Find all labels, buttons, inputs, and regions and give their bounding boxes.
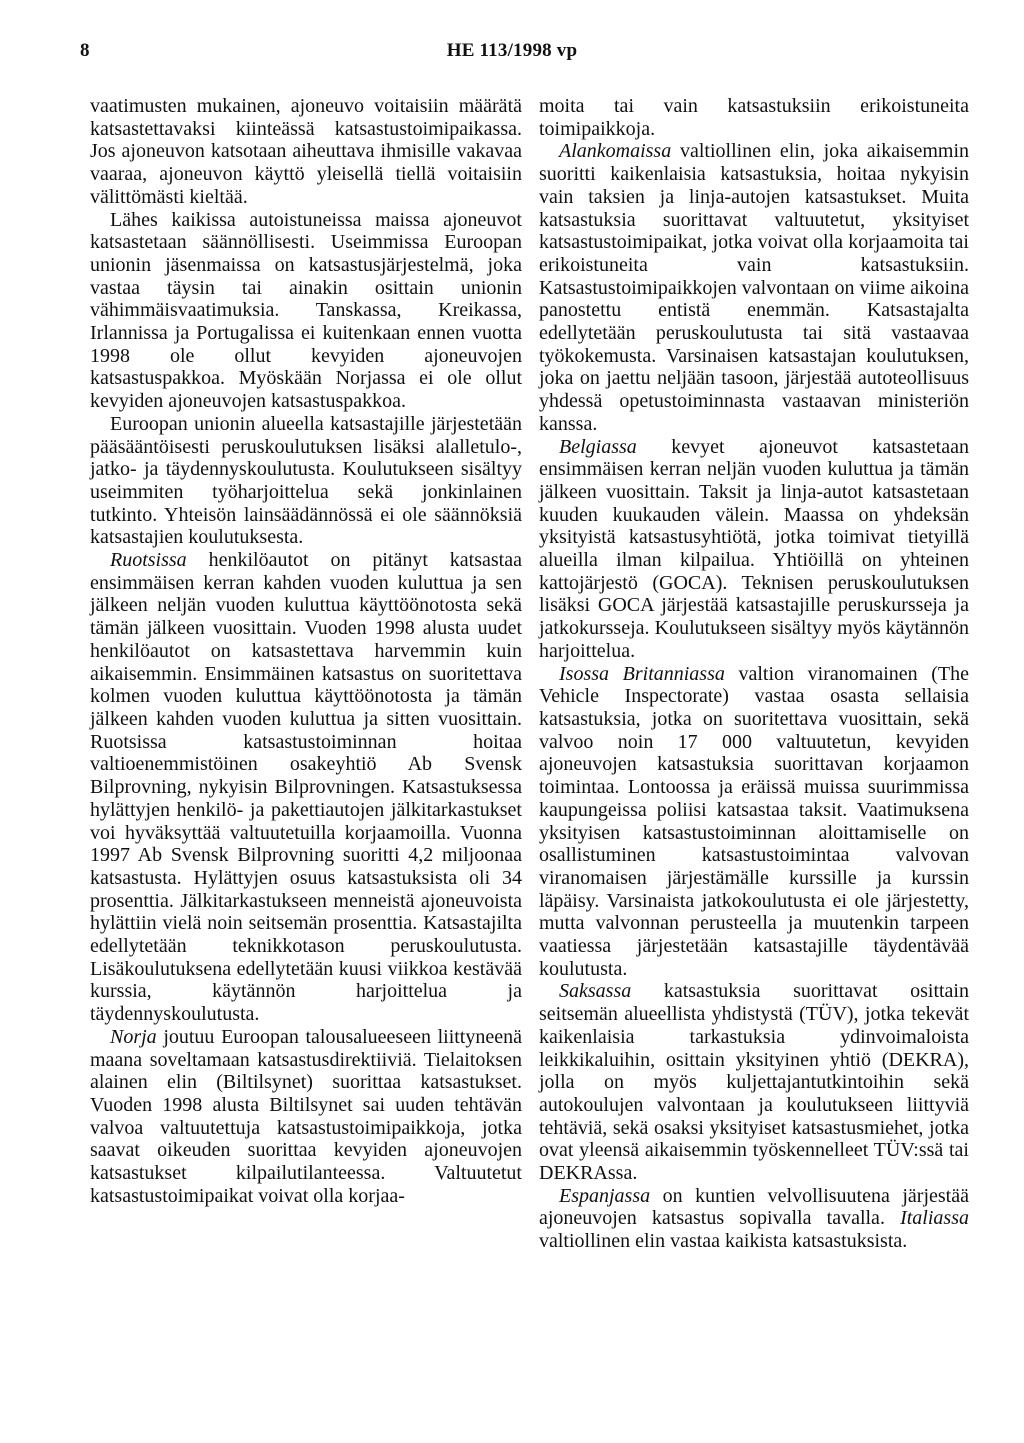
paragraph [539, 663, 969, 981]
paragraph [539, 436, 969, 663]
paragraph-text: katsastuksia suorittavat osittain seitsemän alueellista yhdistystä (TÜV), jotka tekevät kaikenlaisia tarkastuksia ydinvoimaloista leikkikaluihin, osittain yksityinen yhtiö (DEKRA), jolla on myös kuljettajantutkintoihin sekä autokoulujen valvontaan ja koulutukseen liittyviä tehtäviä, sekä osaksi yksityiset katsastusmiehet, jotka ovat yleensä aikaisemmin työskennelleet TÜV:ssä tai DEKRAssa. [539, 980, 969, 1185]
right-column [539, 95, 969, 1253]
country-term: Norja [110, 1025, 157, 1048]
paragraph [90, 209, 522, 413]
paragraph [90, 413, 522, 549]
paragraph-text: moita tai vain katsastuksiin erikoistuneita toimipaikkoja. [539, 95, 969, 140]
paragraph [90, 95, 522, 209]
country-term: Espanjassa [559, 1184, 651, 1207]
paragraph-text: valtiollinen elin, joka aikaisemmin suoritti kaikenlaisia katsastuksia, hoitaa nykyisin vain taksien ja linja-autojen katsastukset. Muita katsastuksia suorittavat valtuutetut, yksityiset katsastustoimipaikat, jotka voivat olla korjaamoita tai erikoistuneita vain katsastuksiin. Katsastustoimipaikkojen valvontaan on viime aikoina panostettu entistä enemmän. Katsastajalta edellytetään peruskoulutusta tai sitä vastaavaa työkokemusta. Varsinaisen katsastajan koulutuksen, joka on jaettu neljään tasoon, järjestää autoteollisuus yhdessä opetustoiminnasta vastaavan ministeriön kanssa. [539, 140, 969, 435]
paragraph-text: joutuu Euroopan talousalueeseen liittyneenä maana soveltamaan katsastusdirektiiviä. Tielaitoksen alainen elin (Biltilsynet) suorittaa katsastukset. Vuoden 1998 alusta Biltilsynet sai uuden tehtävän valvoa valtuutettuja katsastustoimipaikkoja, jotka saavat oikeuden suorittaa kevyiden ajoneuvojen katsastukset kilpailutilanteessa. Valtuutetut katsastustoimipaikat voivat olla korjaa- [90, 1025, 522, 1207]
country-term: Saksassa [559, 980, 632, 1003]
paragraph [539, 980, 969, 1184]
country-term: Ruotsissa [110, 549, 187, 572]
paragraph-text: henkilöautot on pitänyt katsastaa ensimmäisen kerran kahden vuoden kuluttua ja sen jälkeen neljän vuoden kuluttua käyttöönotosta sekä tämän jälkeen vuosittain. Vuoden 1998 alusta uudet henkilöautot on katsastettava harvemmin kuin aikaisemmin. Ensimmäinen katsastus on suoritettava kolmen vuoden kuluttua käyttöönotosta ja tämän jälkeen kahden vuoden kuluttua ja sitten vuosittain. Ruotsissa katsastustoiminnan hoitaa valtioenemmistöinen osakeyhtiö Ab Svensk Bilprovning, nykyisin Bilprovningen. Katsastuksessa hylättyjen henkilö- ja pakettiautojen jälkitarkastukset voi hyväksyttää valtuutetuilla korjaamoilla. Vuonna 1997 Ab Svensk Bilprovning suoritti 4,2 miljoonaa katsastusta. Hylättyjen osuus katsastuksista oli 34 prosenttia. Jälkitarkastukseen menneistä ajoneuvoista hylättiin vielä noin seitsemän prosenttia. Katsastajilta edellytetään teknikkotason peruskoulutusta. Lisäkoulutuksena edellytetään kuusi viikkoa kestävää kurssia, käytännön harjoittelua ja täydennyskoulutusta. [90, 549, 522, 1026]
paragraph [90, 1026, 522, 1208]
paragraph-text: valtiollinen elin vastaa kaikista katsastuksista. [539, 1230, 908, 1253]
paragraph [539, 95, 969, 140]
paragraph [539, 140, 969, 435]
paragraph-text: kevyet ajoneuvot katsastetaan ensimmäisen kerran neljän vuoden kuluttua ja tämän jälkeen vuosittain. Taksit ja linja-autot katsastetaan kuuden kuukauden välein. Maassa on yhdeksän yksityistä katsastusyhtiötä, jotka toimivat tietyillä alueilla ilman kilpailua. Yhtiöillä on yhteinen kattojärjestö (GOCA). Teknisen peruskoulutuksen lisäksi GOCA järjestää katsastajille peruskursseja ja jatkokursseja. Koulutukseen sisältyy myös käytännön harjoittelua. [539, 435, 969, 662]
country-term: Italiassa [900, 1207, 969, 1230]
paragraph-text: Lähes kaikissa autoistuneissa maissa ajoneuvot katsastetaan säännöllisesti. Useimmissa Euroopan unionin jäsenmaissa on katsastusjärjestelmä, joka vastaa täysin tai ainakin osittain unionin vähimmäisvaatimuksia. Tanskassa, Kreikassa, Irlannissa ja Portugalissa ei kuitenkaan ennen vuotta 1998 ole ollut kevyiden ajoneuvojen katsastuspakkoa. Myöskään Norjassa ei ole ollut kevyiden ajoneuvojen katsastuspakkoa. [90, 208, 522, 413]
paragraph [90, 549, 522, 1026]
paragraph-text: vaatimusten mukainen, ajoneuvo voitaisiin määrätä katsastettavaksi kiinteässä katsastustoimipaikassa. Jos ajoneuvon katsotaan aiheuttava ihmisille vakavaa vaaraa, ajoneuvon käyttö yleisellä tiellä voitaisiin välittömästi kieltää. [90, 95, 522, 208]
left-column [90, 95, 522, 1207]
running-head: HE 113/1998 vp [446, 40, 578, 61]
paragraph [539, 1185, 969, 1253]
paragraph-text: valtion viranomainen (The Vehicle Inspectorate) vastaa osasta sellaisia katsastuksia, jotka on suoritettava vuosittain, sekä valvoo noin 17 000 valtuutetun, kevyiden ajoneuvojen katsastuksia suorittavan korjaamon toimintaa. Lontoossa ja eräissä muissa suurimmissa kaupungeissa poliisi katsastaa taksit. Vaatimuksena yksityisen katsastustoiminnan aloittamiselle on osallistuminen katsastustoimintaa valvovan viranomaisen järjestämälle kurssille ja kurssin läpäisy. Varsinaista jatkokoulutusta ei ole järjestetty, mutta valvonnan perusteella ja muutenkin tarpeen vaatiessa järjestetään katsastajille täydentävää koulutusta. [539, 662, 969, 980]
country-term: Isossa Britanniassa [559, 662, 725, 685]
country-term: Belgiassa [559, 435, 637, 458]
paragraph-text: Euroopan unionin alueella katsastajille järjestetään pääsääntöisesti peruskoulutuksen lisäksi alalletulo-, jatko- ja täydennyskoulutusta. Koulutukseen sisältyy useimmiten työharjoittelua sekä jonkinlainen tutkinto. Yhteisön lainsäädännössä ei ole säännöksiä katsastajien koulutuksesta. [90, 412, 522, 549]
paragraph-text: on kuntien velvollisuutena järjestää ajoneuvojen katsastus sopivalla tavalla. [539, 1184, 969, 1230]
country-term: Alankomaissa [559, 140, 672, 163]
page-number: 8 [80, 40, 90, 61]
